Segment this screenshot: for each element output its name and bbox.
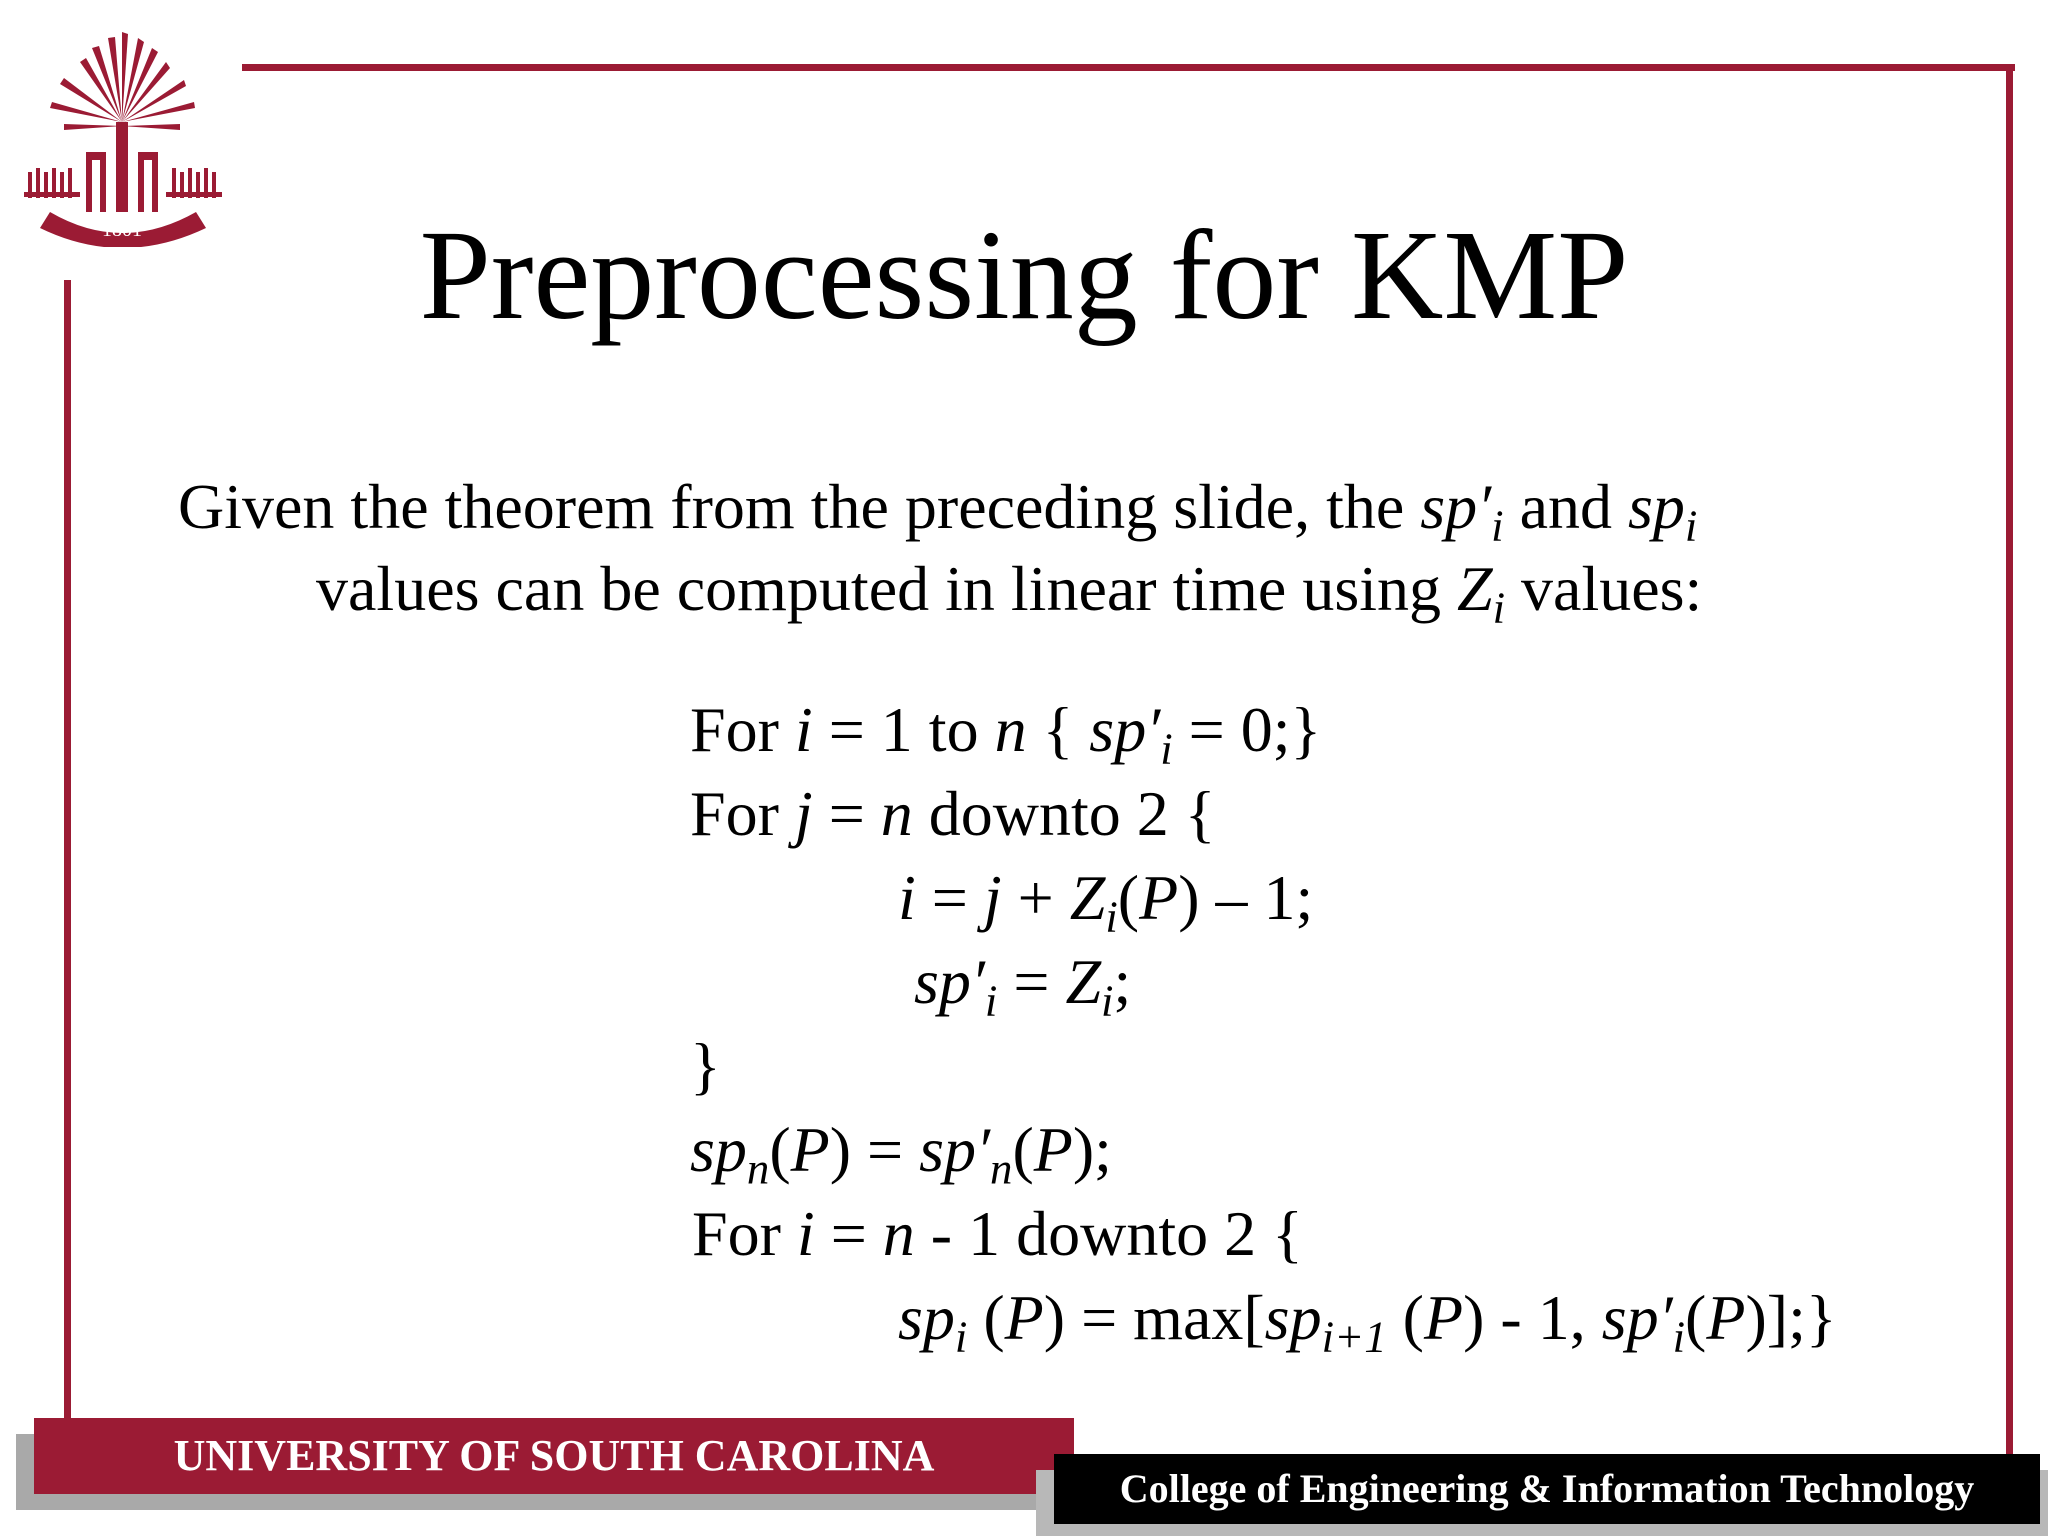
i-subscript: i bbox=[1684, 500, 1698, 551]
intro-line-2 bbox=[178, 548, 1703, 633]
code-line-3: $i = j + Z_i(P) - 1$; bbox=[898, 862, 1314, 942]
code-line-1: For i = 1 to n { $sp'_i$ = 0;} bbox=[690, 694, 1322, 774]
z-symbol: Z bbox=[1457, 553, 1493, 624]
slide-title: Preprocessing for KMP bbox=[419, 204, 1629, 346]
intro-text: values: bbox=[1505, 553, 1703, 624]
code-line-6: $sp_n(P) = sp'_n(P)$; bbox=[690, 1114, 1112, 1194]
sp-symbol: sp bbox=[1628, 471, 1685, 542]
frame-top-border bbox=[242, 64, 2015, 71]
i-subscript: i bbox=[1491, 500, 1504, 551]
code-line-2: For j = n downto 2 { bbox=[690, 778, 1216, 849]
code-line-4: $sp'_i = Z_i$; bbox=[914, 946, 1132, 1026]
i-subscript: i bbox=[1492, 582, 1506, 633]
intro-text: and bbox=[1503, 471, 1629, 542]
sp-symbol: sp bbox=[1420, 471, 1478, 542]
intro-paragraph bbox=[178, 466, 1703, 633]
algorithm-block bbox=[690, 688, 1837, 1360]
university-banner: UNIVERSITY OF SOUTH CAROLINA bbox=[34, 1418, 1074, 1494]
code-line-8: $sp_i$ $(P) = \max[sp_{i+1}$ (P) - 1, $sp'_i(P)$];} bbox=[898, 1282, 1837, 1362]
intro-line-1 bbox=[178, 466, 1702, 551]
code-line-7: For i = n - 1 downto 2 { bbox=[692, 1198, 1303, 1269]
prime-symbol: ′ bbox=[1477, 471, 1492, 542]
logo-year: 1801 bbox=[102, 219, 142, 241]
college-banner: College of Engineering & Information Technology bbox=[1054, 1454, 2040, 1524]
intro-text: Given the theorem from the preceding slide, the bbox=[178, 471, 1421, 542]
frame-left-border bbox=[64, 280, 71, 1420]
intro-text: values can be computed in linear time using bbox=[316, 553, 1457, 624]
code-line-5: } bbox=[690, 1030, 721, 1101]
